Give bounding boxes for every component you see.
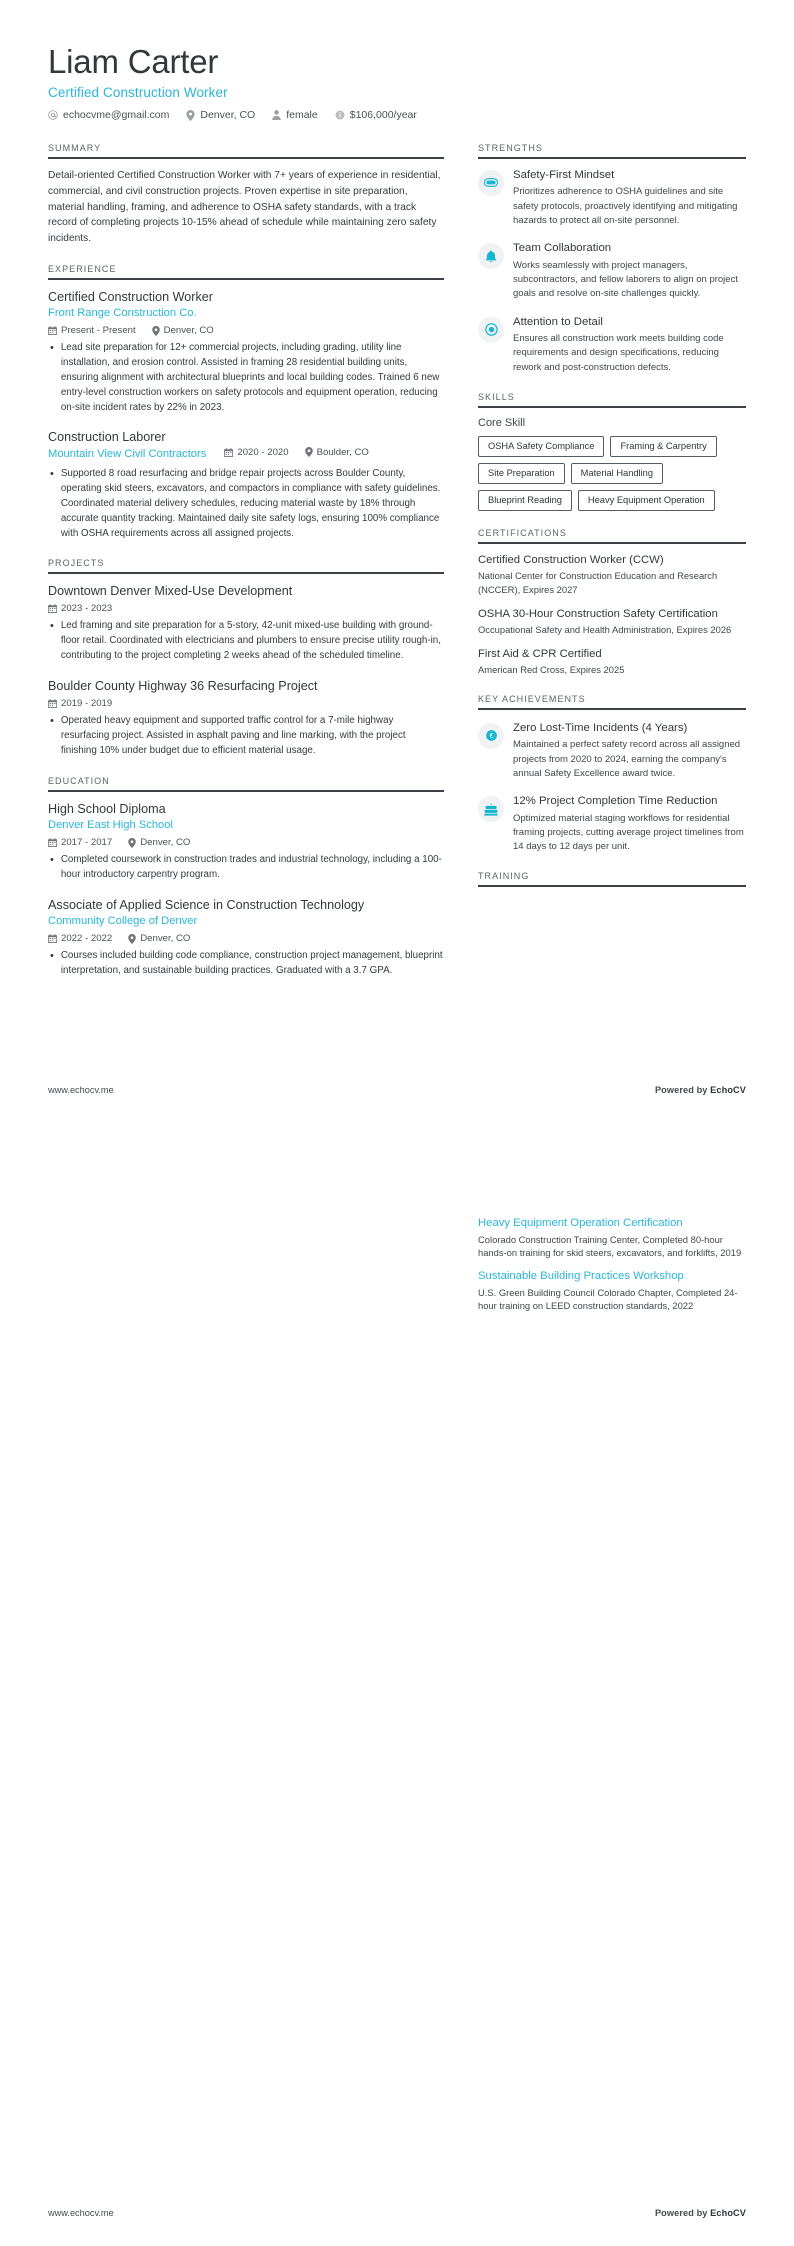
strength-item xyxy=(478,315,746,375)
certification-desc: Occupational Safety and Health Administration, Expires 2026 xyxy=(478,624,732,636)
experience-bullets xyxy=(48,341,444,415)
achievement-item xyxy=(478,794,746,854)
page-footer xyxy=(48,2208,746,2218)
experience-location-value: Boulder, CO xyxy=(316,446,369,458)
list-item xyxy=(50,467,444,541)
page-title: Liam Carter xyxy=(48,43,219,80)
calendar-icon xyxy=(48,699,57,708)
summary-text: Detail-oriented Certified Construction Worker with 7+ years of experience in residential, commercial, and civil construction projects. Proven expertise in site preparation, material handling, framing, and adherence to OSHA safety standards, with a track record of completing projects 10-15% ahead of schedule while maintaining zero safety incidents. xyxy=(48,169,441,245)
project-dates xyxy=(48,698,112,709)
email-icon xyxy=(48,110,58,120)
training-title: Sustainable Building Practices Workshop xyxy=(478,1269,684,1282)
training-heading: TRAINING xyxy=(478,871,530,882)
education-location-value: Denver, CO xyxy=(140,837,191,849)
certification-title: Certified Construction Worker (CCW) xyxy=(478,553,664,566)
certification-item xyxy=(478,607,746,637)
project-entry xyxy=(48,583,444,664)
certifications-heading: CERTIFICATIONS xyxy=(478,527,567,538)
powered-by-label xyxy=(655,2208,746,2218)
bullet-text: Operated heavy equipment and supported traffic control for a 7-mile highway resurfacing project. Assisted in asphalt paving and line marking, with the project finishing 10% under budget due to efficient material usage. xyxy=(60,715,406,757)
education-entry xyxy=(48,897,444,979)
section-divider xyxy=(478,542,746,544)
project-bullets xyxy=(48,619,444,664)
location-pin-icon xyxy=(128,934,136,944)
education-entry xyxy=(48,801,444,883)
footer-website[interactable]: www.echocv.me xyxy=(48,1085,114,1095)
education-bullets xyxy=(48,949,444,979)
skill-pill: Framing & Carpentry xyxy=(610,436,716,457)
strength-item xyxy=(478,168,746,228)
experience-dates-value: 2020 - 2020 xyxy=(237,446,289,458)
achievement-item xyxy=(478,721,746,781)
bullet-dot: • xyxy=(50,715,54,728)
project-dates-value: 2019 - 2019 xyxy=(61,698,113,710)
education-dates-value: 2022 - 2022 xyxy=(61,933,113,945)
experience-location xyxy=(305,447,369,458)
achievement-body xyxy=(513,721,746,781)
education-school: Community College of Denver xyxy=(48,915,198,928)
education-school: Denver East High School xyxy=(48,819,173,831)
powered-by-prefix: Powered by xyxy=(654,2208,711,2218)
summary-heading: SUMMARY xyxy=(48,143,102,154)
location-pin-icon xyxy=(128,838,136,848)
experience-company: Mountain View Civil Contractors xyxy=(48,447,207,460)
certification-desc: National Center for Construction Education and Research (NCCER), Expires 2027 xyxy=(478,570,718,595)
calendar-icon xyxy=(48,934,57,943)
training-item xyxy=(478,1269,746,1313)
project-meta xyxy=(48,603,444,614)
achievement-desc: Maintained a perfect safety record across all assigned projects from 2020 to 2024, earning the company's annual Safety Excellence award twice. xyxy=(513,739,741,779)
location-pin-icon xyxy=(305,447,313,457)
list-item xyxy=(50,341,444,415)
achievement-title: 12% Project Completion Time Reduction xyxy=(513,795,718,808)
skill-pill: Blueprint Reading xyxy=(478,490,572,511)
experience-company: Front Range Construction Co. xyxy=(48,306,197,319)
calendar-icon xyxy=(48,604,57,613)
capsule-icon xyxy=(478,170,504,196)
training-desc: U.S. Green Building Council Colorado Chapter, Completed 24-hour training on LEED construction standards, 2022 xyxy=(478,1286,738,1312)
section-training-continued xyxy=(478,1216,746,1313)
achievements-heading: KEY ACHIEVEMENTS xyxy=(478,694,586,705)
experience-entry xyxy=(48,429,444,541)
section-strengths xyxy=(478,143,746,375)
education-location xyxy=(128,933,190,944)
section-divider xyxy=(478,406,746,408)
experience-meta xyxy=(224,447,368,458)
contact-gender-value: female xyxy=(286,109,318,122)
education-bullets xyxy=(48,853,444,883)
page-footer xyxy=(48,1085,746,1095)
list-item xyxy=(50,714,444,759)
info-circle-icon xyxy=(335,110,345,120)
strength-desc: Ensures all construction work meets building code requirements and design specifications, reducing rework and post-construction defects. xyxy=(513,333,724,373)
bullet-text: Completed coursework in construction trades and industrial technology, including a 100-hour introductory carpentry program. xyxy=(60,854,442,880)
section-experience xyxy=(48,264,444,541)
calendar-icon xyxy=(48,326,57,335)
experience-dates xyxy=(224,447,288,458)
euro-coin-icon xyxy=(478,723,504,749)
right-column-page2 xyxy=(478,1216,746,1330)
strength-body xyxy=(513,315,746,375)
training-item xyxy=(478,1216,746,1260)
project-dates xyxy=(48,603,112,614)
certification-title: First Aid & CPR Certified xyxy=(478,647,602,660)
section-key-achievements xyxy=(478,694,746,854)
bell-icon xyxy=(478,243,504,269)
list-item xyxy=(50,619,444,664)
experience-job-title: Construction Laborer xyxy=(48,430,166,445)
skills-pill-list xyxy=(478,436,746,511)
section-divider xyxy=(48,157,444,159)
certification-item xyxy=(478,553,746,597)
strength-title: Team Collaboration xyxy=(513,242,612,255)
section-summary xyxy=(48,143,444,247)
powered-by-prefix: Powered by xyxy=(654,1085,711,1095)
right-column xyxy=(478,143,746,904)
candidate-job-title: Certified Construction Worker xyxy=(48,85,228,101)
strength-body xyxy=(513,168,746,228)
project-dates-value: 2023 - 2023 xyxy=(61,603,113,615)
section-certifications xyxy=(478,528,746,677)
bullet-dot: • xyxy=(50,620,54,633)
achievement-title: Zero Lost-Time Incidents (4 Years) xyxy=(513,721,688,734)
experience-bullets xyxy=(48,467,444,541)
skills-heading: SKILLS xyxy=(478,391,515,402)
skill-pill: Material Handling xyxy=(571,463,663,484)
echocv-brand: EchoCV xyxy=(710,2208,746,2218)
calendar-icon xyxy=(224,448,233,457)
achievement-desc: Optimized material staging workflows for residential framing projects, cutting average project timelines from 14 days to 12 days per unit. xyxy=(513,812,744,853)
contact-email xyxy=(48,109,169,121)
contact-location xyxy=(186,109,255,121)
education-location xyxy=(128,837,190,848)
education-dates-value: 2017 - 2017 xyxy=(61,837,113,849)
training-desc: Colorado Construction Training Center, Completed 80-hour hands-on training for skid steers, excavators, and forklifts, 2019 xyxy=(478,1233,742,1259)
education-heading: EDUCATION xyxy=(48,776,110,787)
education-meta xyxy=(48,933,444,944)
contact-email-value: echocvme@gmail.com xyxy=(63,109,170,122)
education-degree: Associate of Applied Science in Construction Technology xyxy=(48,897,365,912)
svg-text:€: € xyxy=(489,733,493,741)
bullet-text: Supported 8 road resurfacing and bridge repair projects across Boulder County, operating skid steers, excavators, and compactors in compliance with safety guidelines. Coordinated material delivery schedules, reducing material waste by 18% through accurate quantity tracking. Maintained daily site safety logs, ensuring 100% compliance with OSHA requirements across all assigned projects. xyxy=(60,467,441,539)
resume-header xyxy=(48,44,746,121)
section-skills xyxy=(478,392,746,511)
experience-location xyxy=(152,325,214,336)
project-title: Downtown Denver Mixed-Use Development xyxy=(48,583,293,598)
list-item xyxy=(50,949,444,979)
section-training xyxy=(478,871,746,887)
calendar-icon xyxy=(48,838,57,847)
contact-salary-value: $106,000/year xyxy=(349,109,417,122)
skill-pill: OSHA Safety Compliance xyxy=(478,436,604,457)
education-dates xyxy=(48,933,112,944)
experience-dates xyxy=(48,325,136,336)
projects-heading: PROJECTS xyxy=(48,558,105,569)
location-pin-icon xyxy=(186,110,195,121)
list-item xyxy=(50,853,444,883)
footer-website[interactable]: www.echocv.me xyxy=(48,2208,114,2218)
contact-gender xyxy=(272,109,318,121)
strengths-heading: STRENGTHS xyxy=(478,143,543,154)
contact-location-value: Denver, CO xyxy=(200,109,256,122)
bullet-dot: • xyxy=(50,950,54,963)
section-divider xyxy=(478,708,746,710)
resume-page-2 xyxy=(0,1123,794,2246)
bullet-text: Courses included building code compliance, construction project management, blueprint interpretation, and sustainable building practices. Graduated with a 3.7 GPA. xyxy=(60,950,443,977)
training-title: Heavy Equipment Operation Certification xyxy=(478,1217,683,1229)
cake-icon xyxy=(478,796,504,822)
bullet-dot: • xyxy=(50,342,54,355)
target-icon xyxy=(478,317,504,343)
strength-body xyxy=(513,241,746,301)
strength-item xyxy=(478,241,746,301)
bullet-dot: • xyxy=(50,467,54,480)
experience-entry xyxy=(48,289,444,416)
location-pin-icon xyxy=(152,326,160,336)
bullet-text: Led framing and site preparation for a 5-story, 42-unit mixed-use building with ground-floor retail. Coordinated with electricians and plumbers to ensure precise utility rough-in, contributing to the project completing 2 weeks ahead of the scheduled timeline. xyxy=(60,620,441,662)
powered-by-label xyxy=(655,1085,746,1095)
skill-pill: Heavy Equipment Operation xyxy=(578,490,715,511)
section-projects xyxy=(48,558,444,759)
strength-desc: Works seamlessly with project managers, subcontractors, and fellow laborers to align on project goals and resolve on-site challenges quickly. xyxy=(513,259,738,300)
section-divider xyxy=(478,885,746,887)
skill-pill: Site Preparation xyxy=(478,463,565,484)
section-divider xyxy=(48,790,444,792)
education-location-value: Denver, CO xyxy=(140,933,191,945)
person-icon xyxy=(272,110,281,120)
education-meta xyxy=(48,837,444,848)
section-education xyxy=(48,776,444,979)
education-degree: High School Diploma xyxy=(48,801,166,816)
project-meta xyxy=(48,698,444,709)
project-title: Boulder County Highway 36 Resurfacing Project xyxy=(48,679,318,694)
strength-title: Attention to Detail xyxy=(513,315,603,328)
contact-info-row xyxy=(48,109,746,121)
project-entry xyxy=(48,678,444,759)
experience-location-value: Denver, CO xyxy=(163,325,214,337)
certification-title: OSHA 30-Hour Construction Safety Certification xyxy=(478,607,718,620)
experience-heading: EXPERIENCE xyxy=(48,263,117,274)
echocv-brand: EchoCV xyxy=(710,1085,746,1095)
achievement-body xyxy=(513,794,746,854)
experience-job-title: Certified Construction Worker xyxy=(48,289,213,304)
certification-desc: American Red Cross, Expires 2025 xyxy=(478,664,625,676)
education-dates xyxy=(48,837,112,848)
strength-desc: Prioritizes adherence to OSHA guidelines and site safety protocols, proactively identifying and mitigating hazards to protect all on-site personnel. xyxy=(513,186,738,226)
bullet-dot: • xyxy=(50,854,54,867)
section-divider xyxy=(48,572,444,574)
certification-item xyxy=(478,647,746,677)
contact-salary xyxy=(335,109,417,121)
experience-dates-value: Present - Present xyxy=(61,325,136,337)
experience-meta xyxy=(48,325,444,336)
left-column xyxy=(48,143,444,996)
strength-title: Safety-First Mindset xyxy=(513,168,615,181)
skills-group-label: Core Skill xyxy=(478,416,526,429)
section-divider xyxy=(48,278,444,280)
project-bullets xyxy=(48,714,444,759)
section-divider xyxy=(478,157,746,159)
bullet-text: Lead site preparation for 12+ commercial projects, including grading, utility line installation, and erosion control. Assisted in framing 28 residential building units, ensuring alignment with architectural blueprints and local building codes. Trained 6 new entry-level construction workers on safety protocols and equipment operation, reducing on-site incident rates by 22% in 2023. xyxy=(60,342,440,413)
experience-company-row xyxy=(48,446,444,462)
